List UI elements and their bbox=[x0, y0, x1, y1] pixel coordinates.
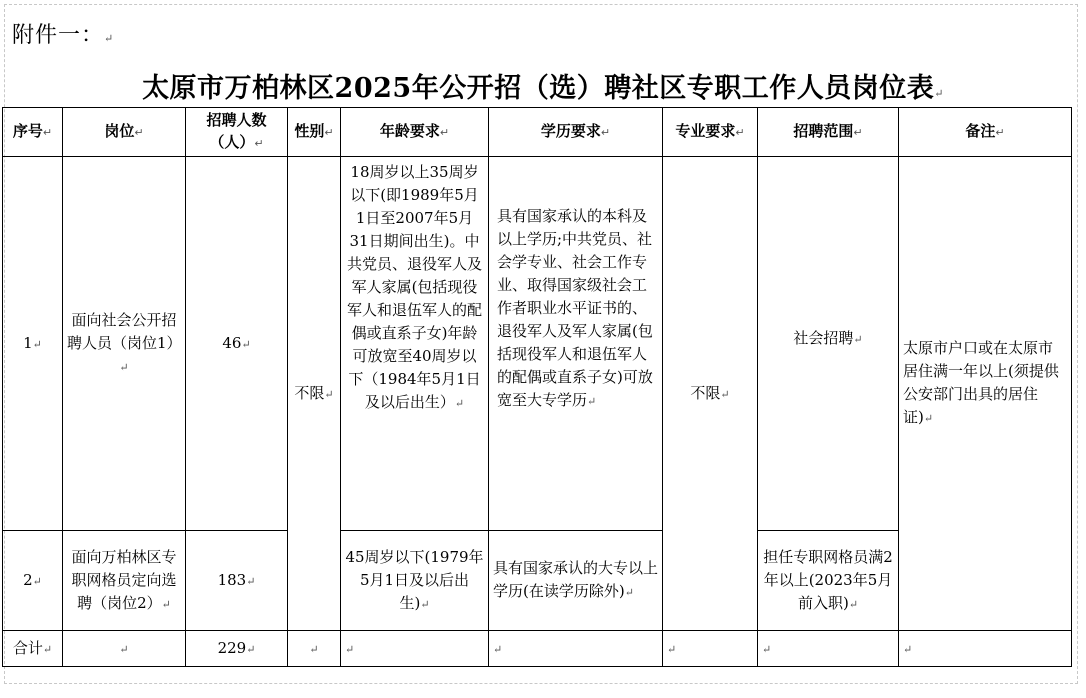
row-no: 2↵ bbox=[3, 531, 63, 631]
row-count: 183↵ bbox=[186, 531, 288, 631]
total-row bbox=[3, 631, 1072, 667]
col-header-no: 序号↵ bbox=[3, 108, 63, 157]
gender-cell: 不限↵ bbox=[288, 157, 341, 631]
total-count: 229↵ bbox=[186, 631, 288, 667]
positions-table bbox=[2, 107, 1072, 667]
col-header-position: 岗位↵ bbox=[63, 108, 186, 157]
row-scope: 担任专职网格员满2年以上(2023年5月前入职)↵ bbox=[758, 531, 899, 631]
col-header-major: 专业要求↵ bbox=[663, 108, 758, 157]
row-scope: 社会招聘↵ bbox=[758, 157, 899, 531]
row-age: 18周岁以上35周岁以下(即1989年5月1日至2007年5月31日期间出生)。中共党员、退役军人及军人家属(包括现役军人和退伍军人的配偶或直系子女)年龄可放宽至40周岁以下（1984年5月1日及以后出生）↵ bbox=[341, 157, 489, 531]
col-header-scope: 招聘范围↵ bbox=[758, 108, 899, 157]
col-header-note: 备注↵ bbox=[899, 108, 1072, 157]
page-title: 太原市万柏林区2025年公开招（选）聘社区专职工作人员岗位表↵ bbox=[142, 73, 944, 104]
row-count: 46↵ bbox=[186, 157, 288, 531]
total-empty-cell: ↵ bbox=[663, 631, 758, 667]
row-no: 1↵ bbox=[3, 157, 63, 531]
total-empty-cell: ↵ bbox=[489, 631, 663, 667]
row-education: 具有国家承认的本科及以上学历;中共党员、社会学专业、社会工作专业、取得国家级社会工作者职业水平证书的、退役军人及军人家属(包括现役军人和退伍军人的配偶或直系子女)可放宽至大专学历↵ bbox=[489, 157, 663, 531]
row-education: 具有国家承认的大专以上学历(在读学历除外)↵ bbox=[489, 531, 663, 631]
col-header-education: 学历要求↵ bbox=[489, 108, 663, 157]
row-position: 面向社会公开招聘人员（岗位1）↵ bbox=[63, 157, 186, 531]
total-empty-cell: ↵ bbox=[341, 631, 489, 667]
attachment-label: 附件一：↵ bbox=[12, 23, 115, 48]
note-cell: 太原市户口或在太原市居住满一年以上(须提供公安部门出具的居住证)↵ bbox=[899, 157, 1072, 631]
total-empty-cell: ↵ bbox=[758, 631, 899, 667]
row-age: 45周岁以下(1979年5月1日及以后出生)↵ bbox=[341, 531, 489, 631]
total-empty-cell: ↵ bbox=[288, 631, 341, 667]
header-row bbox=[3, 108, 1072, 157]
row-position: 面向万柏林区专职网格员定向选聘（岗位2）↵ bbox=[63, 531, 186, 631]
col-header-count: 招聘人数（人）↵ bbox=[186, 108, 288, 157]
table-row bbox=[3, 157, 1072, 531]
total-empty-cell: ↵ bbox=[899, 631, 1072, 667]
col-header-gender: 性别↵ bbox=[288, 108, 341, 157]
col-header-age: 年龄要求↵ bbox=[341, 108, 489, 157]
major-cell: 不限↵ bbox=[663, 157, 758, 631]
total-label: 合计↵ bbox=[3, 631, 63, 667]
total-empty-cell: ↵ bbox=[63, 631, 186, 667]
